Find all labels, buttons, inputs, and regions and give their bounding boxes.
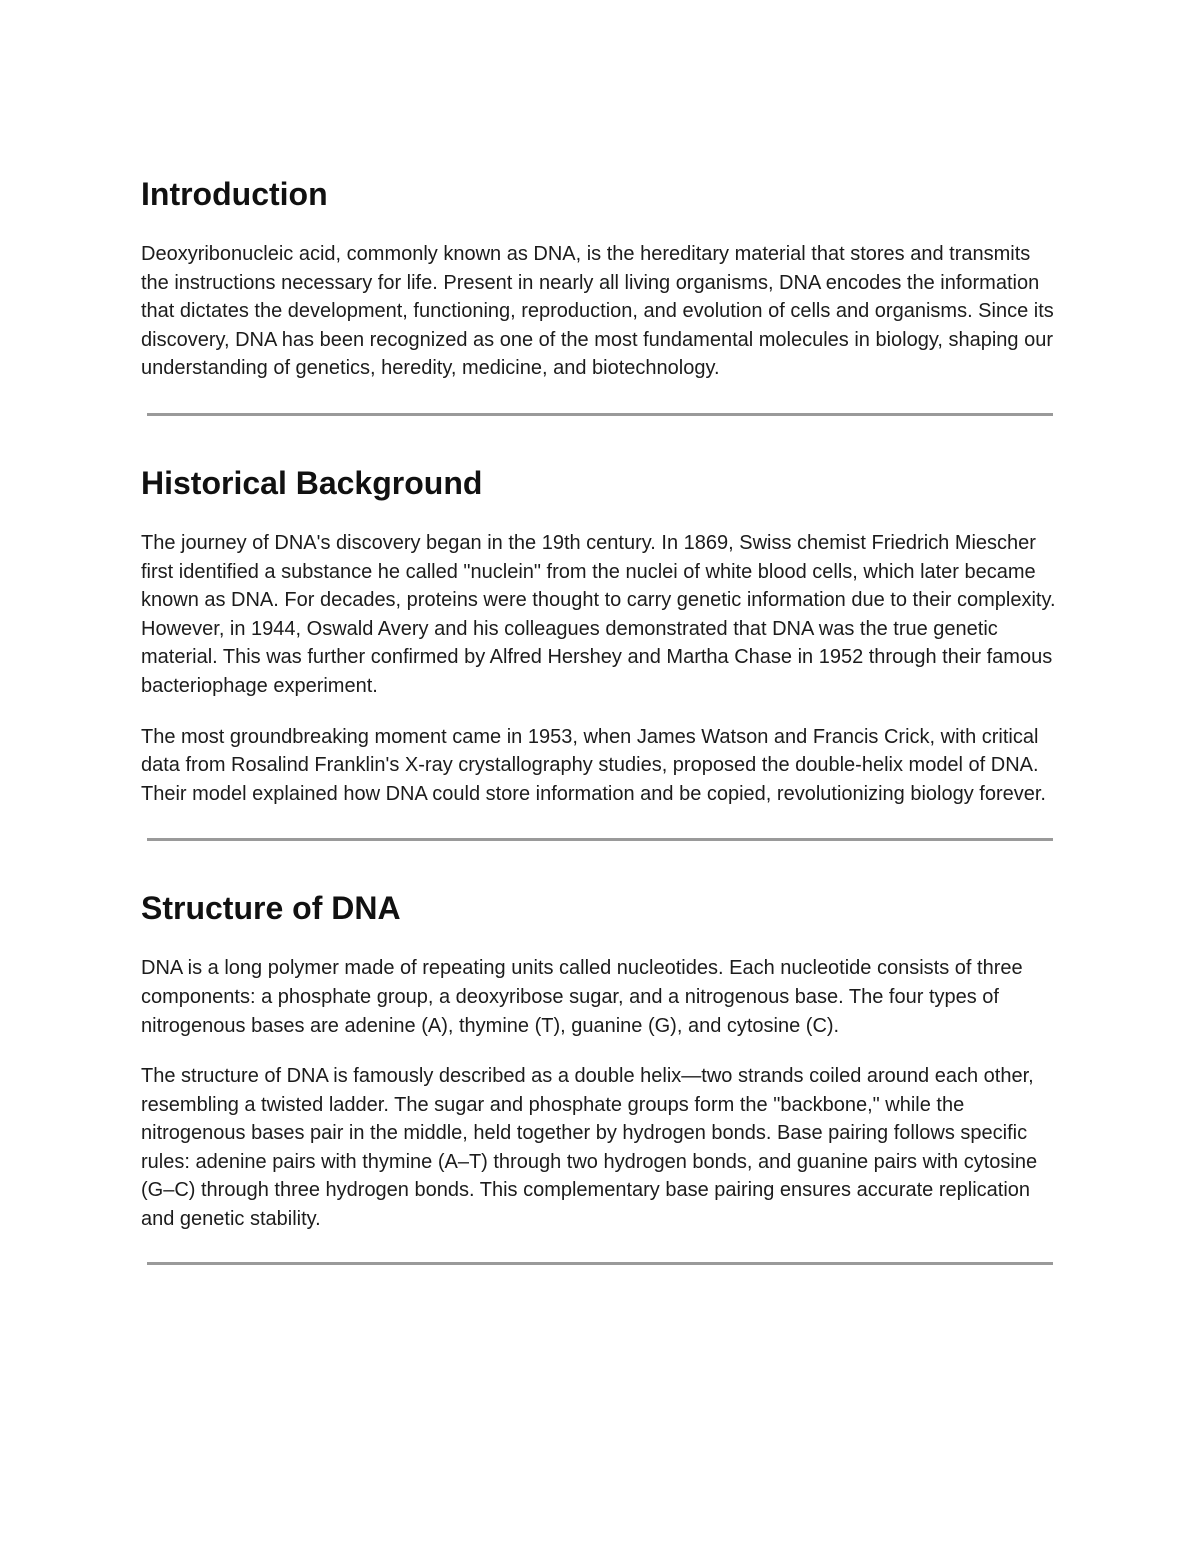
document-page (141, 172, 1059, 1265)
section-divider (147, 1262, 1053, 1265)
section-paragraph: Deoxyribonucleic acid, commonly known as DNA, is the hereditary material that stores and transmits the instructions necessary for life. Present in nearly all living organisms, DNA encodes the information that dictates the development, functioning, reproduction, and evolution of cells and organisms. Since its discovery, DNA has been recognized as one of the most fundamental molecules in biology, shaping our understanding of genetics, heredity, medicine, and biotechnology. (141, 243, 1054, 380)
section-heading: Historical Background (141, 464, 483, 501)
section-paragraph: DNA is a long polymer made of repeating units called nucleotides. Each nucleotide consists of three components: a phosphate group, a deoxyribose sugar, and a nitrogenous base. The four types of nitrogenous bases are adenine (A), thymine (T), guanine (G), and cytosine (C). (141, 957, 1023, 1037)
section-introduction (141, 172, 1059, 383)
section-historical-background (141, 461, 1059, 808)
section-structure-of-dna (141, 886, 1059, 1233)
section-paragraph: The structure of DNA is famously described as a double helix—two strands coiled around each other, resembling a twisted ladder. The sugar and phosphate groups form the "backbone," while the nitrogenous bases pair in the middle, held together by hydrogen bonds. Base pairing follows specific rules: adenine pairs with thymine (A–T) through two hydrogen bonds, and guanine pairs with cytosine (G–C) through three hydrogen bonds. This complementary base pairing ensures accurate replication and genetic stability. (141, 1065, 1038, 1231)
section-heading: Introduction (141, 176, 328, 212)
section-paragraph: The journey of DNA's discovery began in the 19th century. In 1869, Swiss chemist Friedrich Miescher first identified a substance he called "nuclein" from the nuclei of white blood cells, which later became known as DNA. For decades, proteins were thought to carry genetic information due to their complexity. However, in 1944, Oswald Avery and his colleagues demonstrated that DNA was the true genetic material. This was further confirmed by Alfred Hershey and Martha Chase in 1952 through their famous bacteriophage experiment. (141, 531, 1056, 697)
section-divider (147, 413, 1053, 416)
section-divider (147, 838, 1053, 841)
section-paragraph: The most groundbreaking moment came in 1953, when James Watson and Francis Crick, with critical data from Rosalind Franklin's X-ray crystallography studies, proposed the double-helix model of DNA. Their model explained how DNA could store information and be copied, revolutionizing biology forever. (141, 725, 1046, 805)
section-heading: Structure of DNA (141, 890, 401, 927)
